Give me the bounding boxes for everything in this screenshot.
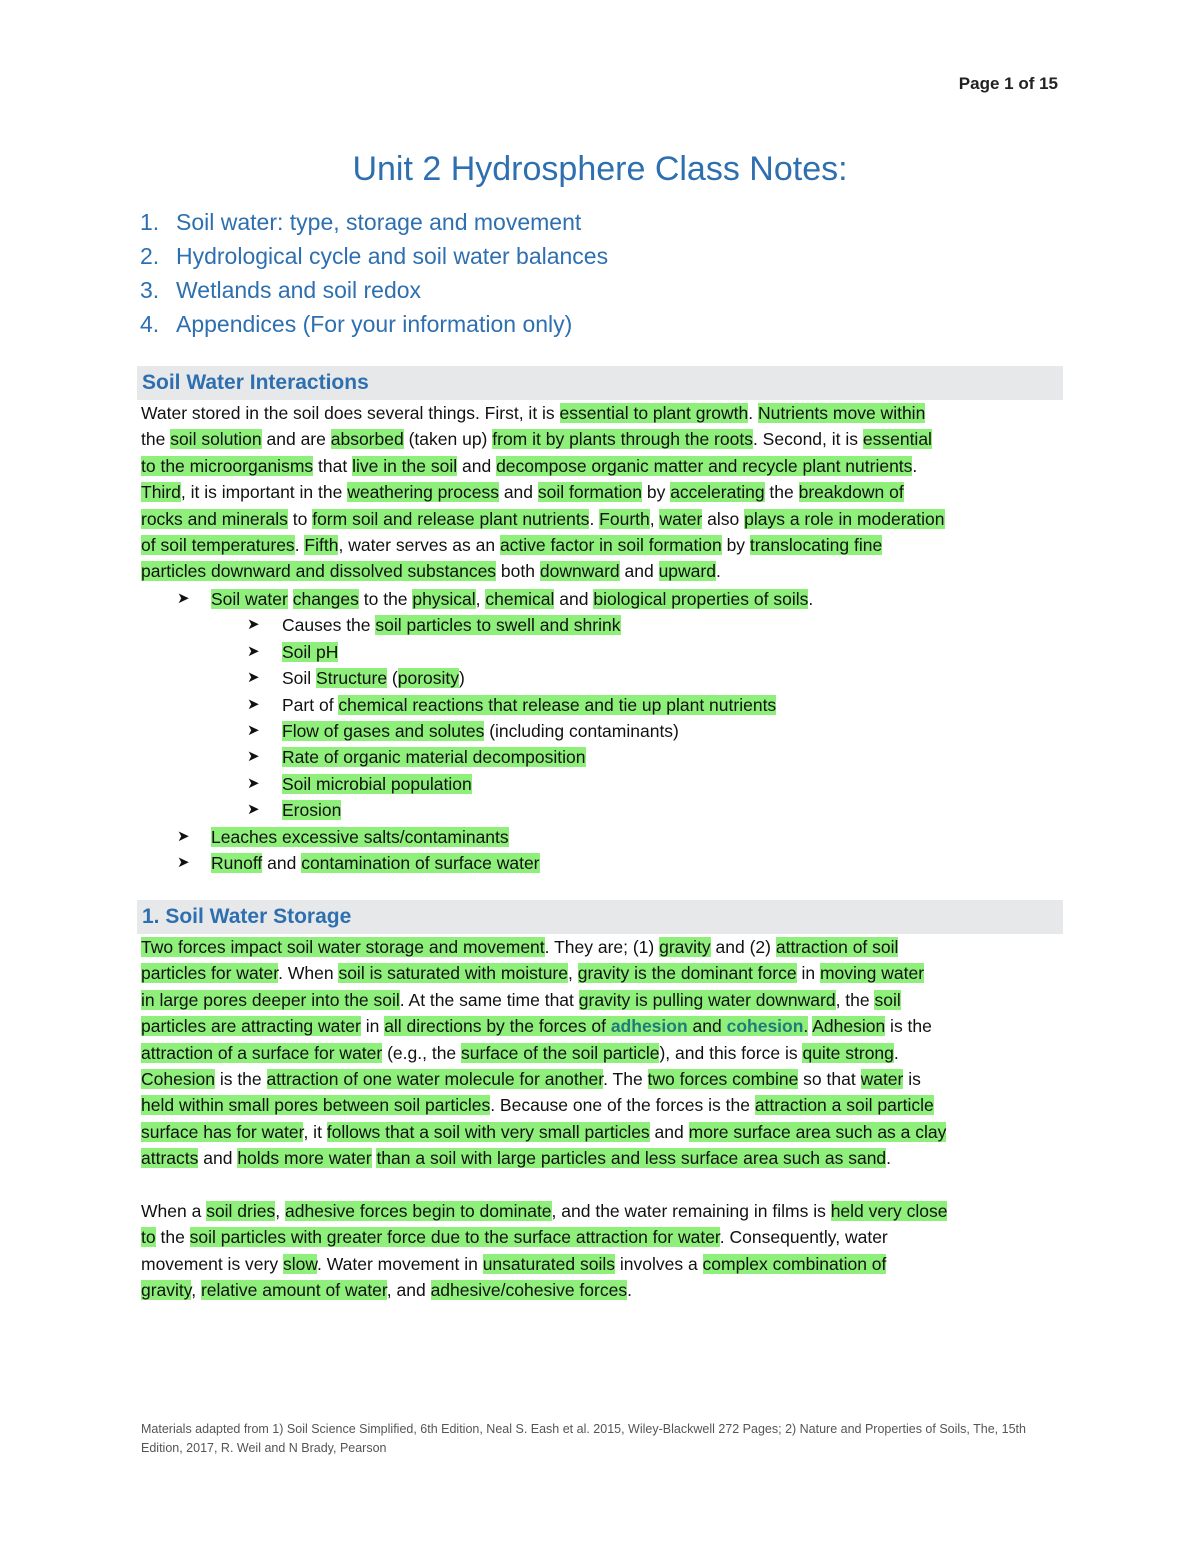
body-text: and bbox=[198, 1148, 238, 1169]
highlighted-text: . bbox=[803, 1016, 809, 1037]
body-text: , water serves as an bbox=[338, 534, 500, 555]
storage-paragraph-1 bbox=[141, 934, 1065, 1172]
highlighted-text: to the microorganisms bbox=[141, 455, 314, 476]
body-text: ( bbox=[387, 668, 398, 689]
highlighted-text: gravity is the dominant force bbox=[577, 963, 797, 984]
highlighted-text: adhesive forces begin to dominate bbox=[284, 1201, 552, 1221]
highlighted-text: soil formation bbox=[537, 482, 642, 503]
highlighted-text: unsaturated soils bbox=[482, 1253, 615, 1274]
body-text: and bbox=[619, 561, 659, 582]
arrow-bullet-icon: ➤ bbox=[247, 669, 260, 687]
highlighted-text: from it by plants through the roots bbox=[492, 429, 753, 450]
body-text: . bbox=[886, 1148, 892, 1169]
text-line bbox=[141, 426, 1065, 452]
text-line bbox=[141, 1224, 1065, 1250]
highlighted-text: biological properties of soils bbox=[593, 589, 809, 609]
body-text: . bbox=[748, 403, 759, 423]
highlighted-text: essential to plant growth bbox=[559, 403, 749, 423]
body-text: When a bbox=[141, 1201, 207, 1221]
contents-item bbox=[140, 273, 608, 307]
highlighted-text: all directions by the forces of bbox=[384, 1016, 611, 1037]
section-heading-storage: 1. Soil Water Storage bbox=[137, 900, 1063, 934]
highlighted-text: upward bbox=[658, 561, 716, 582]
highlighted-text: and bbox=[687, 1016, 727, 1037]
bullet-text bbox=[282, 744, 586, 770]
highlighted-text: attraction of one water molecule for another bbox=[266, 1068, 604, 1089]
body-text: so that bbox=[798, 1068, 861, 1089]
section-heading-interactions: Soil Water Interactions bbox=[137, 366, 1063, 400]
body-text: . bbox=[912, 455, 918, 476]
bullet-text bbox=[211, 586, 813, 612]
body-text: and bbox=[262, 852, 302, 873]
highlighted-text: Leaches excessive salts/contaminants bbox=[211, 826, 509, 847]
bullet-text bbox=[282, 612, 621, 638]
body-text: . bbox=[808, 589, 814, 609]
body-text: to the bbox=[358, 589, 413, 609]
highlighted-text: active factor in soil formation bbox=[499, 534, 722, 555]
highlighted-text: attraction of soil bbox=[775, 937, 899, 957]
body-text: , and the water remaining in films is bbox=[551, 1201, 831, 1221]
body-text: the bbox=[764, 482, 799, 503]
text-line bbox=[141, 1145, 1065, 1171]
highlighted-text: attraction of a surface for water bbox=[141, 1042, 383, 1063]
body-text: ) bbox=[459, 668, 465, 689]
body-text: , it is important in the bbox=[180, 482, 348, 503]
bullet-text bbox=[282, 639, 338, 665]
highlighted-text: attracts bbox=[141, 1148, 199, 1169]
body-text: and bbox=[649, 1121, 689, 1142]
arrow-bullet-icon: ➤ bbox=[247, 695, 260, 713]
body-text: . Second, it is bbox=[752, 429, 863, 450]
bullet-item bbox=[141, 612, 1065, 638]
body-text: . Water movement in bbox=[317, 1253, 483, 1274]
highlighted-text: weathering process bbox=[347, 482, 499, 503]
highlighted-text: Structure bbox=[316, 668, 388, 689]
contents-item bbox=[140, 239, 608, 273]
highlighted-text: water bbox=[860, 1068, 904, 1089]
highlighted-text: held very close bbox=[830, 1201, 948, 1221]
body-text: , bbox=[475, 589, 486, 609]
bullet-item bbox=[141, 771, 1065, 797]
highlighted-text: Adhesion bbox=[812, 1016, 886, 1037]
highlighted-text: particles downward and dissolved substances bbox=[141, 561, 497, 582]
contents-number: 2. bbox=[140, 243, 160, 269]
body-text: , bbox=[649, 508, 660, 529]
highlighted-text: Third bbox=[141, 482, 181, 503]
highlighted-text: in large pores deeper into the soil bbox=[141, 989, 400, 1010]
highlighted-text: gravity is pulling water downward bbox=[578, 989, 836, 1010]
body-text: and are bbox=[261, 429, 331, 450]
body-text: is the bbox=[885, 1016, 932, 1037]
contents-number: 3. bbox=[140, 277, 160, 303]
text-line bbox=[141, 1251, 1065, 1277]
body-text: is bbox=[903, 1068, 921, 1089]
bullet-item bbox=[141, 797, 1065, 823]
body-text: and bbox=[498, 482, 538, 503]
highlighted-text: follows that a soil with very small particles bbox=[326, 1121, 650, 1142]
highlighted-text: than a soil with large particles and less surface area such as sand bbox=[376, 1148, 887, 1169]
highlighted-text: moving water bbox=[819, 963, 925, 984]
arrow-bullet-icon: ➤ bbox=[177, 590, 190, 607]
highlighted-text: Runoff bbox=[211, 852, 263, 873]
highlighted-text: soil solution bbox=[170, 429, 262, 450]
body-text: Causes the bbox=[282, 615, 376, 636]
body-text: (e.g., the bbox=[382, 1042, 462, 1063]
text-line bbox=[141, 506, 1065, 532]
bullet-item bbox=[141, 744, 1065, 770]
body-text: , bbox=[191, 1280, 201, 1301]
highlighted-text: rocks and minerals bbox=[141, 508, 288, 529]
storage-paragraph-2 bbox=[141, 1198, 1065, 1304]
keyword-text: cohesion bbox=[726, 1016, 804, 1037]
body-text: in bbox=[796, 963, 820, 984]
body-text: . Consequently, water bbox=[719, 1227, 888, 1248]
highlighted-text: soil is saturated with moisture bbox=[338, 963, 568, 984]
highlighted-text: chemical bbox=[485, 589, 555, 609]
bullet-item bbox=[141, 718, 1065, 744]
highlighted-text: more surface area such as a clay bbox=[688, 1121, 947, 1142]
body-text: . bbox=[715, 561, 721, 582]
arrow-bullet-icon: ➤ bbox=[247, 774, 260, 792]
bullet-text bbox=[211, 850, 540, 876]
body-text: (taken up) bbox=[403, 429, 493, 450]
footer-citation: Materials adapted from 1) Soil Science Simplified, 6th Edition, Neal S. Eash et al. 2015, Wiley-Blackwell 272 Pages; 2) Nature and Properties of Soils, The, 15th Edition, 2017, R. Weil and N Brady, Pearson bbox=[141, 1422, 1026, 1455]
highlighted-text: breakdown of bbox=[798, 482, 904, 503]
bullet-item bbox=[141, 824, 1065, 850]
body-text: . bbox=[589, 508, 600, 529]
body-text: and bbox=[554, 589, 594, 609]
text-line bbox=[141, 1092, 1065, 1118]
highlighted-text: physical bbox=[412, 589, 476, 609]
text-line bbox=[141, 558, 1065, 584]
highlighted-text: Fifth bbox=[304, 534, 339, 555]
highlighted-text: gravity bbox=[141, 1280, 192, 1301]
highlighted-text: slow bbox=[282, 1253, 318, 1274]
highlighted-text: adhesive/cohesive forces bbox=[430, 1280, 628, 1301]
bullet-text bbox=[282, 665, 465, 691]
highlighted-text: gravity bbox=[659, 937, 711, 957]
highlighted-text: held within small pores between soil particles bbox=[141, 1095, 491, 1116]
highlighted-text: water bbox=[659, 508, 703, 529]
text-line bbox=[141, 1066, 1065, 1092]
bullet-item bbox=[141, 850, 1065, 876]
bullet-text bbox=[282, 718, 679, 744]
bullet-text bbox=[211, 824, 509, 850]
highlighted-text: Cohesion bbox=[141, 1068, 215, 1089]
arrow-bullet-icon: ➤ bbox=[247, 616, 260, 634]
highlighted-text: Two forces impact soil water storage and movement bbox=[141, 937, 545, 957]
body-text: . When bbox=[278, 963, 339, 984]
bullet-text bbox=[282, 692, 776, 718]
bullet-item bbox=[141, 639, 1065, 665]
highlighted-text: of soil temperatures bbox=[141, 534, 295, 555]
body-text: Soil bbox=[282, 668, 317, 689]
highlighted-text: Soil microbial population bbox=[282, 773, 472, 794]
text-line bbox=[141, 1013, 1065, 1039]
body-text: , the bbox=[835, 989, 875, 1010]
highlighted-text: surface has for water bbox=[141, 1121, 304, 1142]
bullet-item bbox=[141, 665, 1065, 691]
highlighted-text: soil dries bbox=[206, 1201, 276, 1221]
highlighted-text: Fourth bbox=[599, 508, 650, 529]
highlighted-text: particles for water bbox=[141, 963, 279, 984]
highlighted-text: quite strong bbox=[802, 1042, 894, 1063]
contents-number: 1. bbox=[140, 209, 160, 235]
body-text: . The bbox=[603, 1068, 648, 1089]
body-text: ), and this force is bbox=[659, 1042, 803, 1063]
highlighted-text: Soil water bbox=[211, 589, 288, 609]
body-text: . They are; (1) bbox=[544, 937, 660, 957]
contents-text: Wetlands and soil redox bbox=[176, 277, 422, 303]
body-text: (including contaminants) bbox=[484, 720, 679, 741]
highlighted-text: porosity bbox=[397, 668, 460, 689]
highlighted-text: live in the soil bbox=[352, 455, 458, 476]
body-text: . bbox=[627, 1280, 632, 1301]
highlighted-text: decompose organic matter and recycle plant nutrients bbox=[496, 455, 913, 476]
text-line bbox=[141, 1119, 1065, 1145]
text-line bbox=[141, 934, 1065, 960]
body-text bbox=[288, 589, 293, 609]
body-text: Part of bbox=[282, 694, 339, 715]
page-title: Unit 2 Hydrosphere Class Notes: bbox=[352, 150, 848, 188]
highlighted-text: to bbox=[141, 1227, 156, 1248]
highlighted-text: soil bbox=[874, 989, 901, 1010]
arrow-bullet-icon: ➤ bbox=[247, 642, 260, 660]
highlighted-text: accelerating bbox=[670, 482, 765, 503]
bullet-list bbox=[141, 586, 1065, 876]
highlighted-text: changes bbox=[292, 589, 359, 609]
text-line bbox=[141, 1277, 1065, 1303]
text-line bbox=[141, 532, 1065, 558]
body-text: movement is very bbox=[141, 1253, 283, 1274]
contents-list bbox=[140, 205, 608, 341]
text-line bbox=[141, 453, 1065, 479]
highlighted-text: absorbed bbox=[330, 429, 404, 450]
body-text: the bbox=[141, 429, 171, 450]
highlighted-text: holds more water bbox=[237, 1148, 372, 1169]
text-line bbox=[141, 479, 1065, 505]
text-line bbox=[141, 960, 1065, 986]
body-text: and (2) bbox=[710, 937, 776, 957]
highlighted-text: soil particles with greater force due to the surface attraction for water bbox=[189, 1227, 720, 1248]
highlighted-text: attraction a soil particle bbox=[754, 1095, 934, 1116]
text-line bbox=[141, 1198, 1065, 1224]
highlighted-text: Nutrients move within bbox=[758, 403, 926, 423]
body-text: that bbox=[313, 455, 353, 476]
arrow-bullet-icon: ➤ bbox=[247, 748, 260, 766]
contents-text: Appendices (For your information only) bbox=[176, 311, 573, 337]
body-text: . bbox=[893, 1042, 899, 1063]
body-text: . At the same time that bbox=[399, 989, 579, 1010]
body-text: and bbox=[457, 455, 497, 476]
contents-item bbox=[140, 205, 608, 239]
highlighted-text: translocating fine bbox=[749, 534, 883, 555]
bullet-text bbox=[282, 797, 341, 823]
highlighted-text: particles are attracting water bbox=[141, 1016, 361, 1037]
highlighted-text: soil particles to swell and shrink bbox=[375, 615, 621, 636]
interactions-paragraph bbox=[141, 400, 1065, 585]
body-text: Water stored in the soil does several things. First, it is bbox=[141, 403, 560, 423]
highlighted-text: Erosion bbox=[282, 800, 342, 821]
highlighted-text: surface of the soil particle bbox=[461, 1042, 660, 1063]
highlighted-text: essential bbox=[862, 429, 932, 450]
contents-item bbox=[140, 307, 608, 341]
arrow-bullet-icon: ➤ bbox=[247, 801, 260, 819]
body-text: . Because one of the forces is the bbox=[490, 1095, 755, 1116]
highlighted-text: plays a role in moderation bbox=[744, 508, 945, 529]
body-text: also bbox=[702, 508, 745, 529]
body-text: by bbox=[721, 534, 750, 555]
body-text: , it bbox=[303, 1121, 327, 1142]
contents-text: Hydrological cycle and soil water balances bbox=[176, 243, 609, 269]
keyword-text: adhesion bbox=[610, 1016, 688, 1037]
bullet-text bbox=[282, 771, 472, 797]
highlighted-text: Soil pH bbox=[282, 641, 339, 662]
text-line bbox=[141, 1040, 1065, 1066]
highlighted-text: contamination of surface water bbox=[301, 852, 540, 873]
body-text: involves a bbox=[615, 1253, 703, 1274]
highlighted-text: Rate of organic material decomposition bbox=[282, 747, 586, 768]
contents-text: Soil water: type, storage and movement bbox=[176, 209, 582, 235]
arrow-bullet-icon: ➤ bbox=[177, 827, 190, 845]
page-number: Page 1 of 15 bbox=[958, 74, 1058, 93]
bullet-item bbox=[141, 692, 1065, 718]
body-text: in bbox=[360, 1016, 385, 1037]
body-text: , bbox=[568, 963, 578, 984]
highlighted-text: Flow of gases and solutes bbox=[282, 720, 485, 741]
body-text: by bbox=[641, 482, 671, 503]
text-line bbox=[141, 987, 1065, 1013]
highlighted-text: relative amount of water bbox=[200, 1280, 387, 1301]
body-text: the bbox=[155, 1227, 190, 1248]
body-text: is the bbox=[214, 1068, 267, 1089]
highlighted-text: form soil and release plant nutrients bbox=[312, 508, 590, 529]
body-text: . bbox=[294, 534, 305, 555]
contents-number: 4. bbox=[140, 311, 160, 337]
body-text: , bbox=[275, 1201, 285, 1221]
highlighted-text: two forces combine bbox=[647, 1068, 799, 1089]
body-text: to bbox=[287, 508, 313, 529]
arrow-bullet-icon: ➤ bbox=[177, 853, 190, 871]
highlighted-text: complex combination of bbox=[702, 1253, 887, 1274]
text-line bbox=[141, 400, 1065, 426]
highlighted-text: chemical reactions that release and tie up plant nutrients bbox=[338, 694, 777, 715]
body-text: both bbox=[496, 561, 540, 582]
highlighted-text: downward bbox=[539, 561, 620, 582]
arrow-bullet-icon: ➤ bbox=[247, 721, 260, 739]
body-text: , and bbox=[386, 1280, 431, 1301]
bullet-item bbox=[141, 586, 1065, 612]
